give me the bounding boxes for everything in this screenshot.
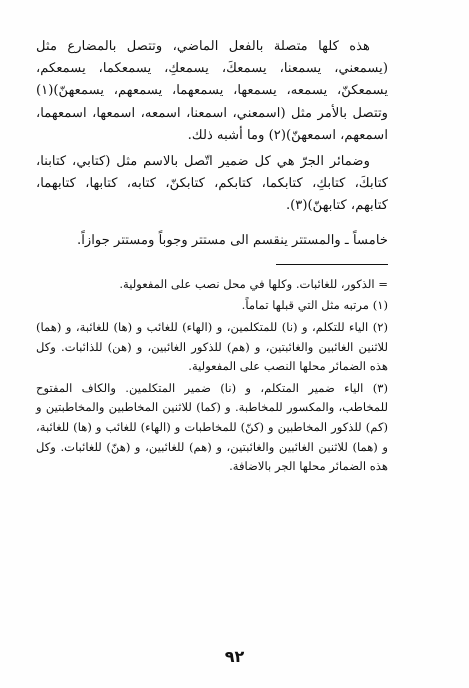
footnotes xyxy=(36,275,388,477)
footnote-1: (١) مرتبه مثل التي قبلها تماماً. xyxy=(241,298,388,313)
footnote-continuation: = الذكور، للغائبات. وكلها في محل نصب على المفعولية. xyxy=(119,276,388,291)
footnote-2: (٢) الياء للتكلم، و (نا) للمتكلمين، و (الهاء) للغائب و (ها) للغائبة، و (هما) للاثنين الغائبين والغائبتين، و (هم) للذكور الغائبين، و (هن) للذائبات. وكل هذه الضمائر محلها النصب على المفعولية. xyxy=(36,320,388,374)
paragraph-connected-pronouns: هذه كلها متصلة بالفعل الماضي، وتتصل بالمضارع مثل (يسمعني، يسمعنا، يسمعكَ، يسمعكِ، يسمعكما، يسمعكم، يسمعكنّ، يسمعه، يسمعها، يسمعهما، يسمعهم، يسمعهنّ)(١) وتتصل بالأمر مثل (اسمعني، اسمعنا، اسمعه، اسمعها، اسمعهما، اسمعهم، اسمعهنّ)(٢) وما أشبه ذلك. xyxy=(36,39,388,143)
page-number: ٩٢ xyxy=(224,647,245,666)
page xyxy=(36,36,388,477)
paragraph-hidden-pronouns: خامساً ـ والمستتر ينقسم الى مستتر وجوباً ومستتر جوازاً. xyxy=(77,232,388,248)
main-text xyxy=(36,36,388,252)
paragraph-genitive-pronouns: وضمائر الجرّ هي كل ضمير اتّصل بالاسم مثل (كتابي، كتابنا، كتابكَ، كتابكِ، كتابكما، كتابكم، كتابكنّ، كتابه، كتابها، كتابهما، كتابهم، كتابهنّ)(٣). xyxy=(36,154,388,214)
footnote-3: (٣) الياء ضمير المتكلم، و (نا) ضمير المتكلمين. والكاف المفتوح للمخاطب، والمكسور للمخاطبة. و (كما) للاثنين المخاطبين والمخاطبتين و (كم) للذكور المخاطبين و (كنّ) للمخاطبات و (الهاء) للغائب و (ها) للغائبة، و (هما) للاثنين الغائبين والغائبتين، و (هم) للغائبين، و (هنّ) للغائبات. وكل هذه الضمائر محلها الجر بالاضافة. xyxy=(36,380,388,474)
footnote-divider xyxy=(276,264,388,265)
